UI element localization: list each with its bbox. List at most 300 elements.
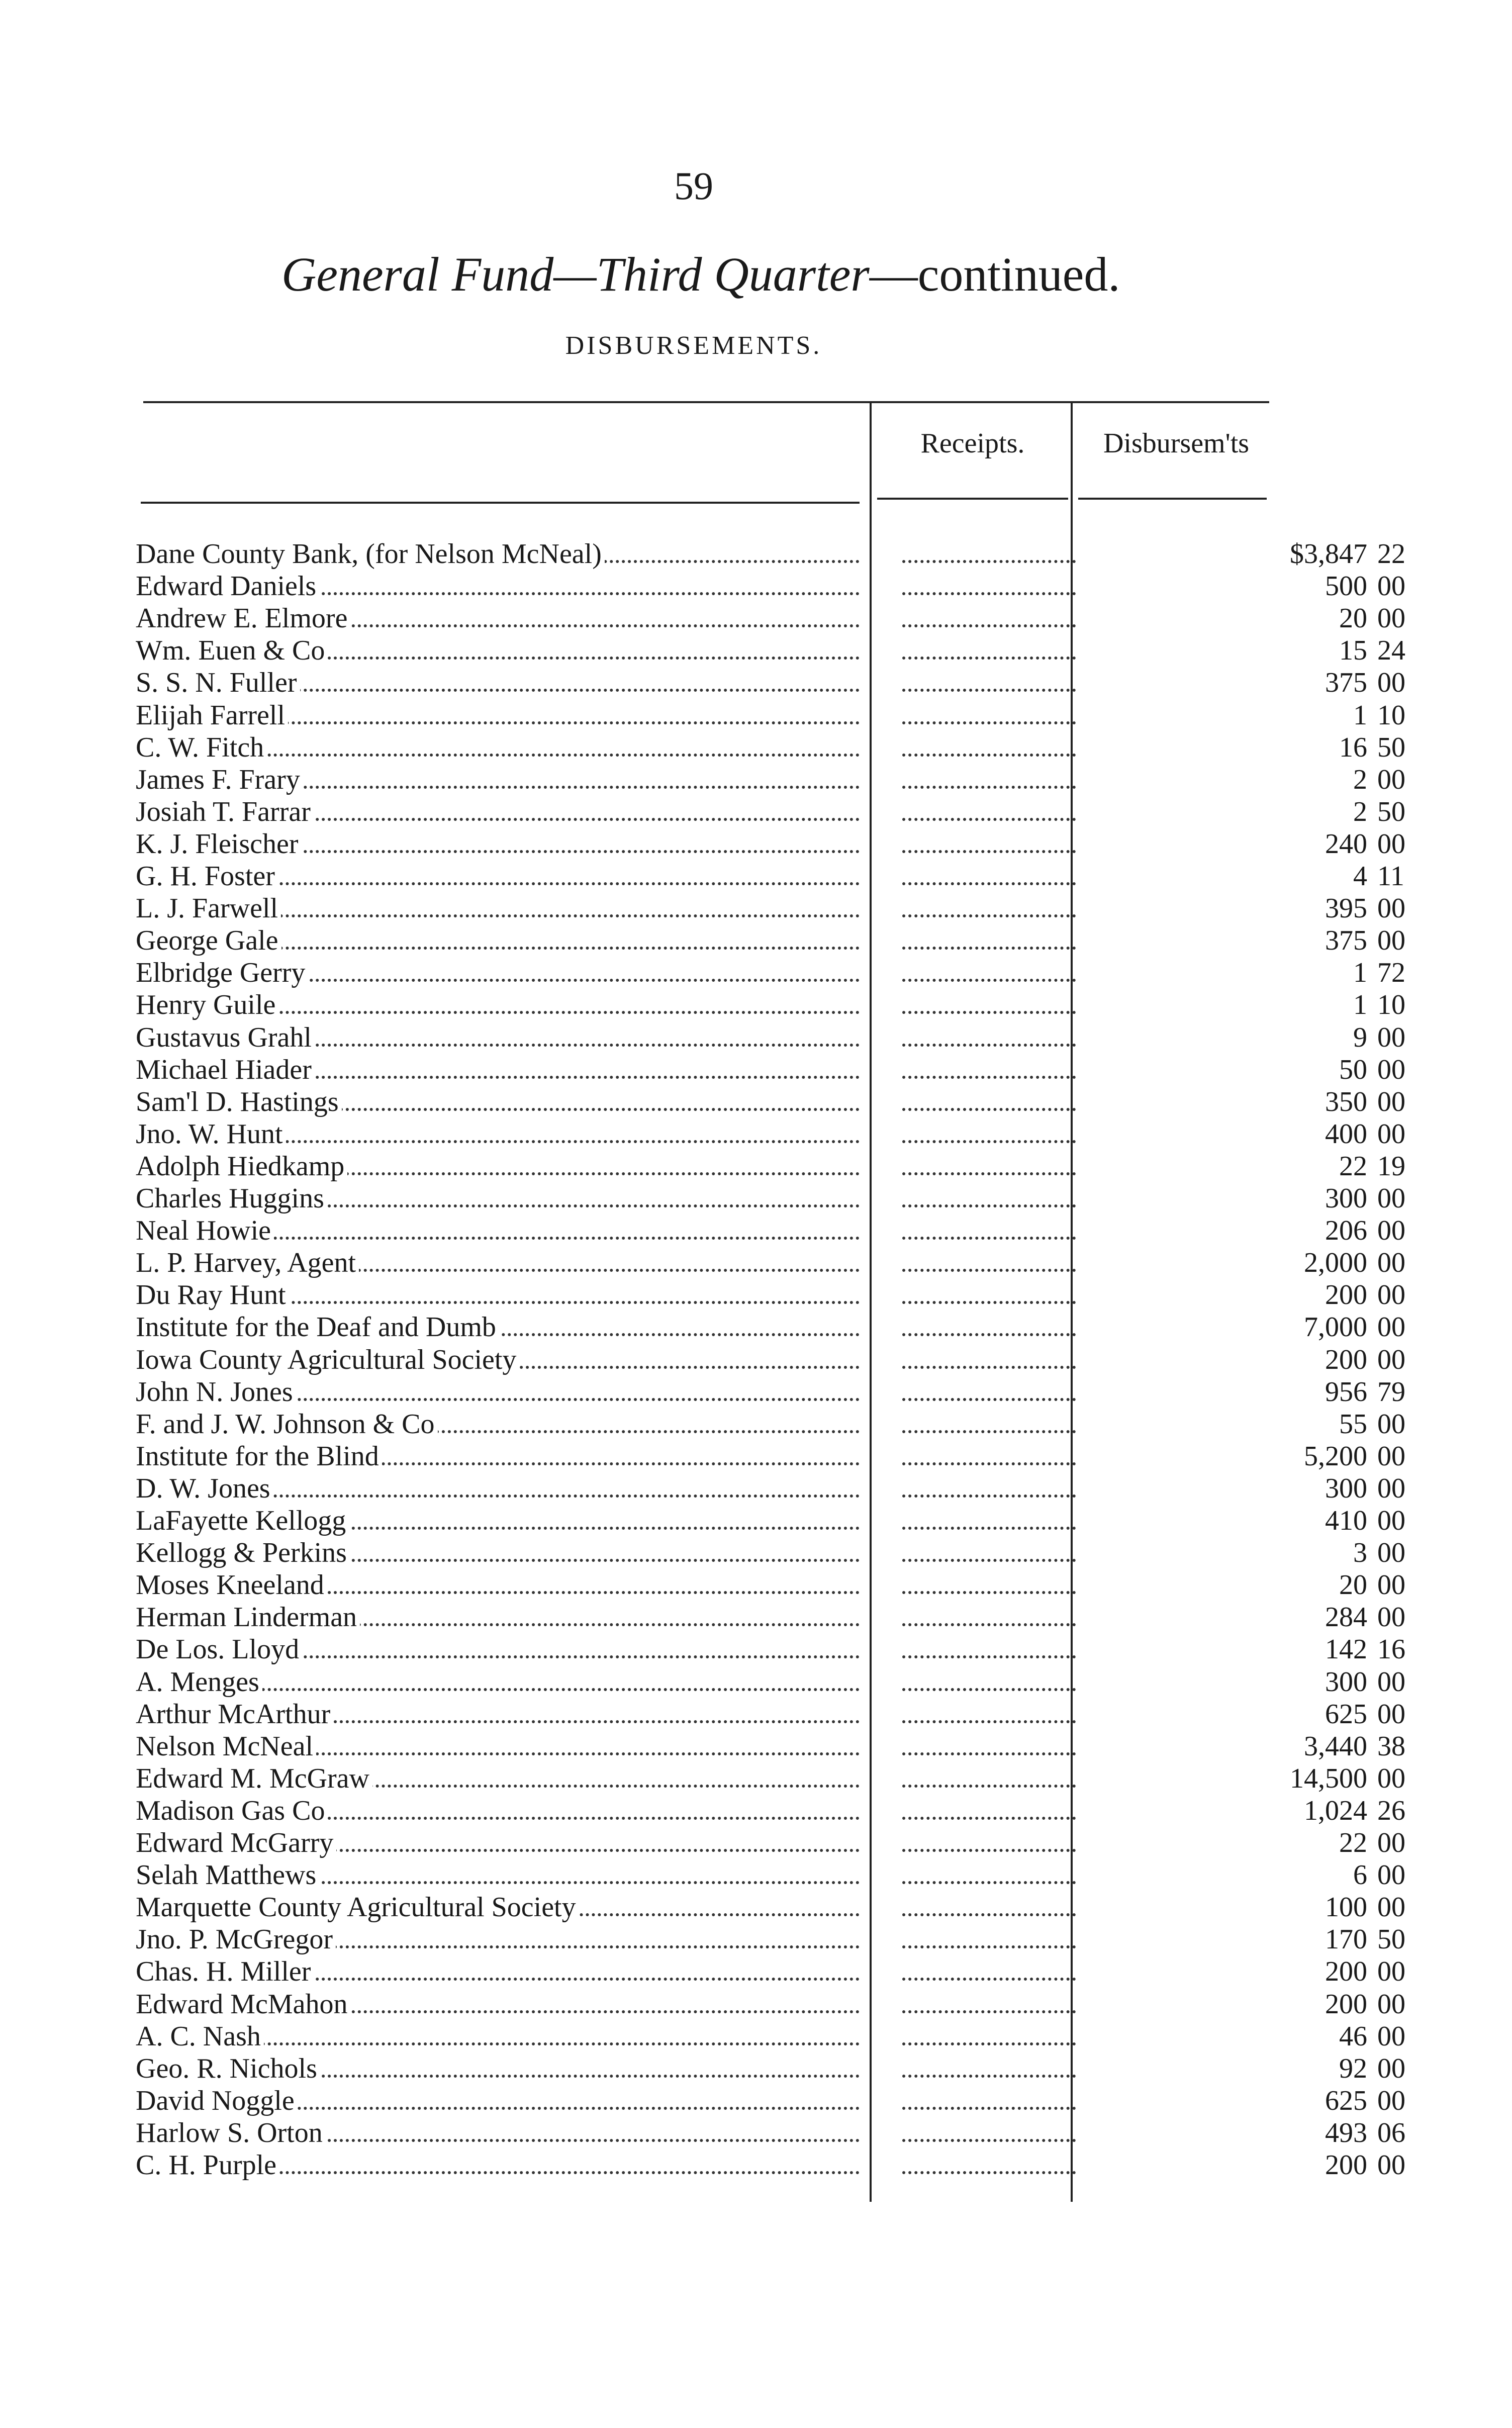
payee-name-text: Dane County Bank, (for Nelson McNeal) [136,538,605,570]
receipts-cell-empty [902,1086,1076,1118]
disbursement-cents: 00 [1377,1505,1405,1536]
receipts-cell-empty [902,667,1076,699]
disbursement-dollars: 300 [1325,1472,1367,1504]
receipts-cell-empty [902,1021,1076,1054]
payee-name [136,828,870,860]
receipts-cell-empty [902,892,1076,924]
table-row [136,1859,1405,1891]
disbursement-cents: 00 [1377,603,1405,634]
table-row [136,1633,1405,1665]
disbursement-cents: 00 [1377,1956,1405,1988]
disbursement-cents: 22 [1377,538,1405,570]
payee-name-text: Sam'l D. Hastings [136,1086,342,1117]
receipts-cell-empty [902,1537,1076,1569]
disbursement-dollars: 395 [1325,893,1367,924]
payee-name [136,1505,870,1537]
payee-name-text: Jno. W. Hunt [136,1118,286,1150]
receipts-cell-empty [902,1311,1076,1343]
receipts-cell-empty [902,1505,1076,1537]
table-row [136,1376,1405,1408]
payee-name [136,2117,870,2149]
payee-name [136,1601,870,1633]
payee-name-text: S. S. N. Fuller [136,667,300,698]
table-row [136,1730,1405,1762]
table-row [136,1118,1405,1150]
receipts-cell-empty [902,1569,1076,1601]
receipts-cell-empty [902,796,1076,828]
disbursement-cents: 00 [1377,1892,1405,1923]
payee-name-text: Institute for the Blind [136,1441,382,1472]
disbursement-dollars: 7,000 [1304,1312,1367,1343]
disbursement-dollars: 3,440 [1304,1730,1367,1762]
table-row [136,2020,1405,2052]
receipts-cell-empty [902,1215,1076,1247]
disbursement-cents: 00 [1377,764,1405,795]
table-row [136,764,1405,796]
table-top-rule [143,401,1269,403]
receipts-cell-empty [902,2020,1076,2052]
disbursement-cents: 00 [1377,1312,1405,1343]
receipts-cell-empty [902,731,1076,764]
payee-name [136,2085,870,2117]
disbursement-cents: 24 [1377,635,1405,667]
payee-name [136,1795,870,1827]
table-row [136,1215,1405,1247]
disbursement-cents: 00 [1377,2020,1405,2052]
disbursement-dollars: 240 [1325,828,1367,860]
disbursement-cents: 00 [1377,1698,1405,1730]
disbursement-cents: 19 [1377,1150,1405,1182]
payee-name [136,602,870,634]
payee-name [136,1086,870,1118]
payee-name-text: James F. Frary [136,764,303,795]
disbursement-cents: 00 [1377,1247,1405,1279]
payee-name [136,1698,870,1730]
payee-name-text: F. and J. W. Johnson & Co [136,1409,438,1440]
disbursement-dollars: 4 [1353,861,1367,892]
receipts-cell-empty [902,2052,1076,2085]
disbursement-dollars: 16 [1339,731,1367,763]
disbursement-cents: 00 [1377,1183,1405,1214]
table-row [136,828,1405,860]
receipts-cell-empty [902,1247,1076,1279]
payee-name-text: Edward M. McGraw [136,1763,372,1794]
table-row [136,1054,1405,1086]
disbursement-cents: 00 [1377,667,1405,699]
table-row [136,731,1405,764]
header-bottom-rule-names [141,502,860,504]
table-row [136,989,1405,1021]
payee-name [136,1923,870,1955]
disbursement-dollars: 2 [1353,764,1367,795]
payee-name-text: Edward McGarry [136,1827,336,1858]
table-row [136,1344,1405,1376]
receipts-cell-empty [902,2117,1076,2149]
payee-name-text: D. W. Jones [136,1473,273,1504]
disbursement-dollars: 410 [1325,1505,1367,1536]
table-row [136,1569,1405,1601]
table-row [136,1601,1405,1633]
receipts-cell-empty [902,1666,1076,1698]
payee-name [136,1311,870,1343]
payee-name-text: Henry Guile [136,989,278,1020]
page-number: 59 [674,164,713,208]
payee-name [136,957,870,989]
payee-name [136,570,870,602]
receipts-cell-empty [902,1344,1076,1376]
disbursement-dollars: 20 [1339,1569,1367,1601]
disbursement-dollars: 20 [1339,603,1367,634]
page-title-italic: General Fund—Third Quarter [281,247,870,301]
payee-name-text: Michael Hiader [136,1054,315,1085]
payee-name-text: Madison Gas Co [136,1795,328,1826]
disbursement-dollars: 92 [1339,2052,1367,2084]
payee-name [136,1472,870,1505]
payee-name-text: Harlow S. Orton [136,2117,326,2149]
receipts-cell-empty [902,1698,1076,1730]
payee-name [136,2020,870,2052]
table-row [136,1666,1405,1698]
payee-name-text: John N. Jones [136,1376,296,1408]
receipts-cell-empty [902,764,1076,796]
payee-name [136,1344,870,1376]
disbursement-dollars: 284 [1325,1602,1367,1633]
payee-name-text: Edward McMahon [136,1989,350,2020]
disbursement-dollars: 625 [1325,1698,1367,1730]
disbursement-cents: 00 [1377,2085,1405,2116]
payee-name [136,860,870,892]
disbursement-cents: 00 [1377,1021,1405,1053]
table-row [136,924,1405,957]
disbursement-cents: 00 [1377,1344,1405,1375]
payee-name [136,1215,870,1247]
payee-name [136,667,870,699]
disbursement-cents: 06 [1377,2117,1405,2149]
payee-name [136,1118,870,1150]
payee-name-text: C. W. Fitch [136,732,267,763]
receipts-cell-empty [902,2149,1076,2181]
payee-name [136,538,870,570]
table-row [136,1698,1405,1730]
payee-name [136,1762,870,1795]
disbursement-dollars: 206 [1325,1215,1367,1247]
payee-name [136,634,870,667]
payee-name [136,1440,870,1472]
header-bottom-rule-receipts [877,498,1068,500]
disbursement-cents: 79 [1377,1376,1405,1408]
payee-name-text: LaFayette Kellogg [136,1505,349,1536]
table-row [136,1408,1405,1440]
table-row [136,1955,1405,1988]
disbursement-dollars: 22 [1339,1150,1367,1182]
disbursement-cents: 00 [1377,1762,1405,1794]
table-row [136,1923,1405,1955]
payee-name-text: Du Ray Hunt [136,1279,289,1311]
payee-name [136,1955,870,1988]
disbursement-cents: 11 [1377,861,1404,892]
receipts-cell-empty [902,1730,1076,1762]
receipts-cell-empty [902,1988,1076,2020]
payee-name [136,1247,870,1279]
payee-name [136,1182,870,1215]
payee-name-text: Adolph Hiedkamp [136,1151,347,1182]
payee-name [136,1633,870,1665]
disbursement-cents: 10 [1377,699,1405,731]
table-row [136,2052,1405,2085]
payee-name [136,1408,870,1440]
disbursement-dollars: 200 [1325,1956,1367,1988]
disbursement-dollars: 50 [1339,1054,1367,1085]
disbursement-dollars: 55 [1339,1408,1367,1440]
payee-name-text: Nelson McNeal [136,1731,316,1762]
payee-name [136,924,870,957]
disbursement-cents: 50 [1377,796,1405,827]
payee-name [136,892,870,924]
payee-name [136,2149,870,2181]
table-row [136,1182,1405,1215]
table-row [136,1279,1405,1311]
table-row [136,1247,1405,1279]
disbursement-dollars: 170 [1325,1924,1367,1955]
payee-name-text: Chas. H. Miller [136,1956,314,1987]
disbursement-dollars: 142 [1325,1634,1367,1665]
disbursement-dollars: 375 [1325,667,1367,699]
payee-name [136,1666,870,1698]
disbursement-cents: 00 [1377,1279,1405,1311]
disbursement-dollars: 493 [1325,2117,1367,2149]
table-row [136,1762,1405,1795]
payee-name [136,1827,870,1859]
disbursement-dollars: 350 [1325,1086,1367,1117]
receipts-cell-empty [902,602,1076,634]
header-bottom-rule-disbursements [1078,498,1267,500]
payee-name-text: Herman Linderman [136,1602,360,1633]
table-row [136,1440,1405,1472]
disbursement-dollars: 5,200 [1304,1440,1367,1472]
table-row [136,957,1405,989]
section-subtitle: DISBURSEMENTS. [565,331,822,360]
payee-name-text: C. H. Purple [136,2150,279,2181]
payee-name-text: Arthur McArthur [136,1699,333,1730]
table-row [136,1021,1405,1054]
disbursement-cents: 50 [1377,1924,1405,1955]
payee-name-text: Marquette County Agricultural Society [136,1892,579,1923]
payee-name-text: Josiah T. Farrar [136,796,314,827]
disbursement-dollars: 6 [1353,1859,1367,1891]
column-header-disbursements: Disbursem'ts [1103,428,1250,459]
payee-name-text: Elbridge Gerry [136,957,308,988]
disbursement-dollars: 1,024 [1304,1795,1367,1826]
payee-name [136,2052,870,2085]
payee-name [136,699,870,731]
receipts-cell-empty [902,1827,1076,1859]
table-row [136,1086,1405,1118]
payee-name-text: Edward Daniels [136,571,319,602]
payee-name [136,1150,870,1182]
table-row [136,1311,1405,1343]
payee-name [136,1569,870,1601]
table-row [136,538,1405,570]
receipts-cell-empty [902,538,1076,570]
disbursement-dollars: 200 [1325,1344,1367,1375]
disbursement-dollars: 400 [1325,1118,1367,1150]
disbursement-cents: 00 [1377,2052,1405,2084]
payee-name [136,1021,870,1054]
disbursement-dollars: 956 [1325,1376,1367,1408]
table-row [136,602,1405,634]
table-row [136,1988,1405,2020]
receipts-cell-empty [902,828,1076,860]
payee-name [136,989,870,1021]
disbursement-dollars: 2,000 [1304,1247,1367,1279]
column-header-receipts: Receipts. [920,428,1025,459]
payee-name-text: L. J. Farwell [136,893,281,924]
disbursement-dollars: 1 [1353,699,1367,731]
disbursement-dollars: $3,847 [1290,538,1367,570]
disbursement-cents: 00 [1377,1569,1405,1601]
payee-name-text: Institute for the Deaf and Dumb [136,1312,499,1343]
receipts-cell-empty [902,1601,1076,1633]
table-row [136,2117,1405,2149]
payee-name-text: A. Menges [136,1666,262,1698]
payee-name-text: Wm. Euen & Co [136,635,328,666]
disbursement-dollars: 300 [1325,1183,1367,1214]
table-row [136,1795,1405,1827]
receipts-cell-empty [902,989,1076,1021]
receipts-cell-empty [902,860,1076,892]
disbursement-dollars: 14,500 [1290,1762,1367,1794]
disbursement-dollars: 200 [1325,1988,1367,2020]
payee-name-text: Moses Kneeland [136,1569,327,1601]
receipts-cell-empty [902,1472,1076,1505]
disbursement-cents: 26 [1377,1795,1405,1826]
payee-name [136,1537,870,1569]
disbursement-dollars: 200 [1325,2150,1367,2181]
payee-name [136,764,870,796]
table-row [136,1505,1405,1537]
receipts-cell-empty [902,1182,1076,1215]
receipts-cell-empty [902,1633,1076,1665]
disbursement-cents: 00 [1377,1859,1405,1891]
table-row [136,1150,1405,1182]
payee-name [136,1376,870,1408]
payee-name-text: George Gale [136,925,281,956]
receipts-cell-empty [902,1762,1076,1795]
disbursement-dollars: 1 [1353,989,1367,1021]
disbursement-dollars: 200 [1325,1279,1367,1311]
payee-name-text: A. C. Nash [136,2021,264,2052]
disbursement-cents: 10 [1377,989,1405,1021]
receipts-cell-empty [902,1376,1076,1408]
table-row [136,699,1405,731]
table-row [136,1827,1405,1859]
disbursement-dollars: 46 [1339,2020,1367,2052]
receipts-cell-empty [902,2085,1076,2117]
disbursement-cents: 00 [1377,1666,1405,1698]
receipts-cell-empty [902,1408,1076,1440]
receipts-cell-empty [902,1923,1076,1955]
table-row [136,892,1405,924]
payee-name [136,731,870,764]
payee-name-text: Neal Howie [136,1215,274,1246]
disbursement-cents: 00 [1377,828,1405,860]
disbursement-cents: 00 [1377,1472,1405,1504]
payee-name [136,1279,870,1311]
payee-name [136,1054,870,1086]
payee-name-text: K. J. Fleischer [136,828,302,860]
disbursement-cents: 00 [1377,571,1405,602]
table-row [136,667,1405,699]
receipts-cell-empty [902,1955,1076,1988]
disbursement-cents: 38 [1377,1730,1405,1762]
disbursement-cents: 16 [1377,1634,1405,1665]
payee-name [136,1730,870,1762]
receipts-cell-empty [902,1279,1076,1311]
disbursement-cents: 00 [1377,1827,1405,1858]
disbursement-dollars: 100 [1325,1892,1367,1923]
table-row [136,1891,1405,1923]
disbursement-cents: 00 [1377,1440,1405,1472]
receipts-cell-empty [902,1150,1076,1182]
disbursement-cents: 00 [1377,1988,1405,2020]
disbursement-dollars: 1 [1353,957,1367,989]
disbursement-cents: 00 [1377,1215,1405,1247]
disbursement-dollars: 300 [1325,1666,1367,1698]
receipts-cell-empty [902,1795,1076,1827]
payee-name-text: Geo. R. Nichols [136,2053,320,2084]
table-row [136,860,1404,892]
disbursement-cents: 00 [1377,925,1405,957]
disbursement-cents: 00 [1377,1408,1405,1440]
table-row [136,570,1405,602]
table-row [136,796,1405,828]
payee-name-text: Gustavus Grahl [136,1022,315,1053]
disbursement-cents: 00 [1377,1086,1405,1117]
payee-name [136,1859,870,1891]
receipts-cell-empty [902,570,1076,602]
payee-name-text: G. H. Foster [136,861,278,892]
receipts-cell-empty [902,1118,1076,1150]
disbursement-dollars: 500 [1325,571,1367,602]
disbursement-cents: 72 [1377,957,1405,989]
payee-name-text: Jno. P. McGregor [136,1924,336,1955]
disbursement-cents: 00 [1377,1602,1405,1633]
payee-name-text: Kellogg & Perkins [136,1537,350,1568]
disbursement-cents: 00 [1377,2150,1405,2181]
disbursement-dollars: 375 [1325,925,1367,957]
receipts-cell-empty [902,1859,1076,1891]
payee-name-text: De Los. Lloyd [136,1634,302,1665]
receipts-cell-empty [902,1440,1076,1472]
disbursement-cents: 00 [1377,1054,1405,1085]
payee-name [136,1891,870,1923]
receipts-cell-empty [902,957,1076,989]
payee-name-text: David Noggle [136,2085,298,2116]
payee-name-text: Selah Matthews [136,1859,319,1891]
disbursement-dollars: 22 [1339,1827,1367,1858]
page-title [281,246,1120,302]
receipts-cell-empty [902,924,1076,957]
table-row [136,1472,1405,1505]
disbursement-dollars: 2 [1353,796,1367,827]
disbursement-cents: 00 [1377,1537,1405,1569]
receipts-cell-empty [902,699,1076,731]
table-row [136,2085,1405,2117]
disbursement-cents: 50 [1377,731,1405,763]
table-row [136,634,1405,667]
table-row [136,1537,1405,1569]
disbursement-dollars: 625 [1325,2085,1367,2116]
